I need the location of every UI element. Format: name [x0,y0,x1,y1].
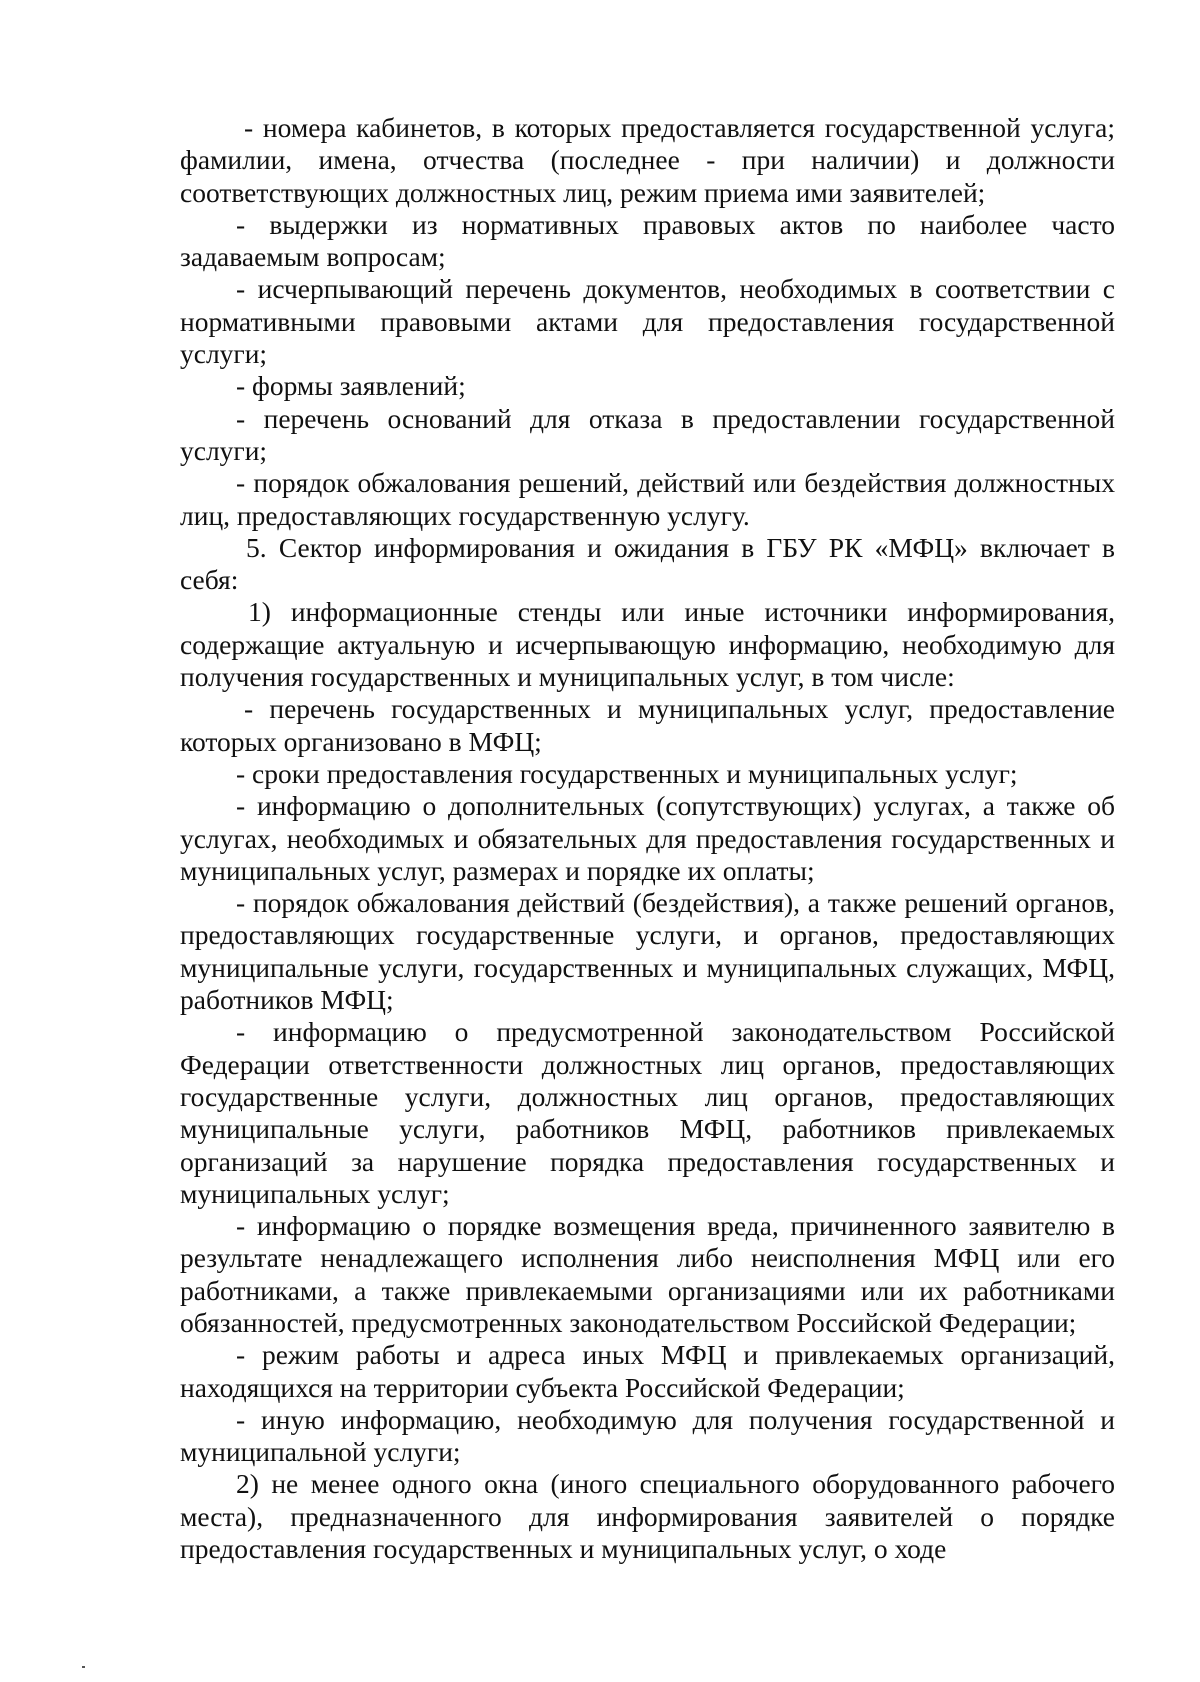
paragraph-section-5: 5. Сектор информирования и ожидания в ГБУ РК «МФЦ» включает в себя: [180,531,1115,596]
paragraph-damage-compensation: - информацию о порядке возмещения вреда, причиненного заявителю в результате ненадлежащего исполнения либо неисполнения МФЦ или его работниками, а также привлекаемыми организациями или их работниками обязанностей, предусмотренных законодательством Российской Федерации; [180,1210,1115,1338]
paragraph-documents-list: - исчерпывающий перечень документов, необходимых в соответствии с нормативными правовыми актами для предоставления государственной услуги; [180,273,1115,370]
paragraph-refusal-grounds: - перечень оснований для отказа в предоставлении государственной услуги; [180,402,1115,466]
paragraph-item-1-info-stands: 1) информационные стенды или иные источники информирования, содержащие актуальную и исчерпывающую информацию, необходимую для получения государственных и муниципальных услуг, в том числе: [180,596,1115,693]
paragraph-additional-services: - информацию о дополнительных (сопутствующих) услугах, а также об услугах, необходимых и обязательных для предоставления государственных и муниципальных услуг, размерах и порядке их оплаты; [180,790,1115,886]
paragraph-appeal-procedure: - порядок обжалования решений, действий или бездействия должностных лиц, предоставляющих государственную услугу. [180,467,1115,531]
paragraph-services-list: - перечень государственных и муниципальных услуг, предоставление которых организовано в МФЦ; [180,693,1115,757]
paragraph-office-numbers: - номера кабинетов, в которых предоставляется государственной услуга; фамилии, имена, отчества (последнее - при наличии) и должности соответствующих должностных лиц, режим приема ими заявителей; [180,112,1115,208]
document-body [180,112,1115,1565]
paragraph-service-terms: - сроки предоставления государственных и муниципальных услуг; [236,757,1018,789]
paragraph-liability-info: - информацию о предусмотренной законодательством Российской Федерации ответственности должностных лиц органов, предоставляющих государственные услуги, должностных лиц органов, предоставляющих муниципальные услуги, работников МФЦ, работников привлекаемых организаций за нарушение порядка предоставления государственных и муниципальных услуг; [180,1016,1115,1209]
paragraph-working-hours: - режим работы и адреса иных МФЦ и привлекаемых организаций, находящихся на территории субъекта Российской Федерации; [180,1339,1115,1403]
paragraph-regulation-excerpts: - выдержки из нормативных правовых актов по наиболее часто задаваемым вопросам; [180,208,1115,273]
paragraph-appeal-actions: - порядок обжалования действий (бездействия), а также решений органов, предоставляющих государственные услуги, и органов, предоставляющих муниципальные услуги, государственных и муниципальных служащих, МФЦ, работников МФЦ; [180,887,1115,1016]
paragraph-item-2-window: 2) не менее одного окна (иного специального оборудованного рабочего места), предназначенного для информирования заявителей о порядке предоставления государственных и муниципальных услуг, о ходе [180,1468,1115,1565]
scan-speck [82,1666,85,1668]
paragraph-other-info: - иную информацию, необходимую для получения государственной и муниципальной услуги; [180,1403,1115,1468]
paragraph-application-forms: - формы заявлений; [236,370,466,402]
